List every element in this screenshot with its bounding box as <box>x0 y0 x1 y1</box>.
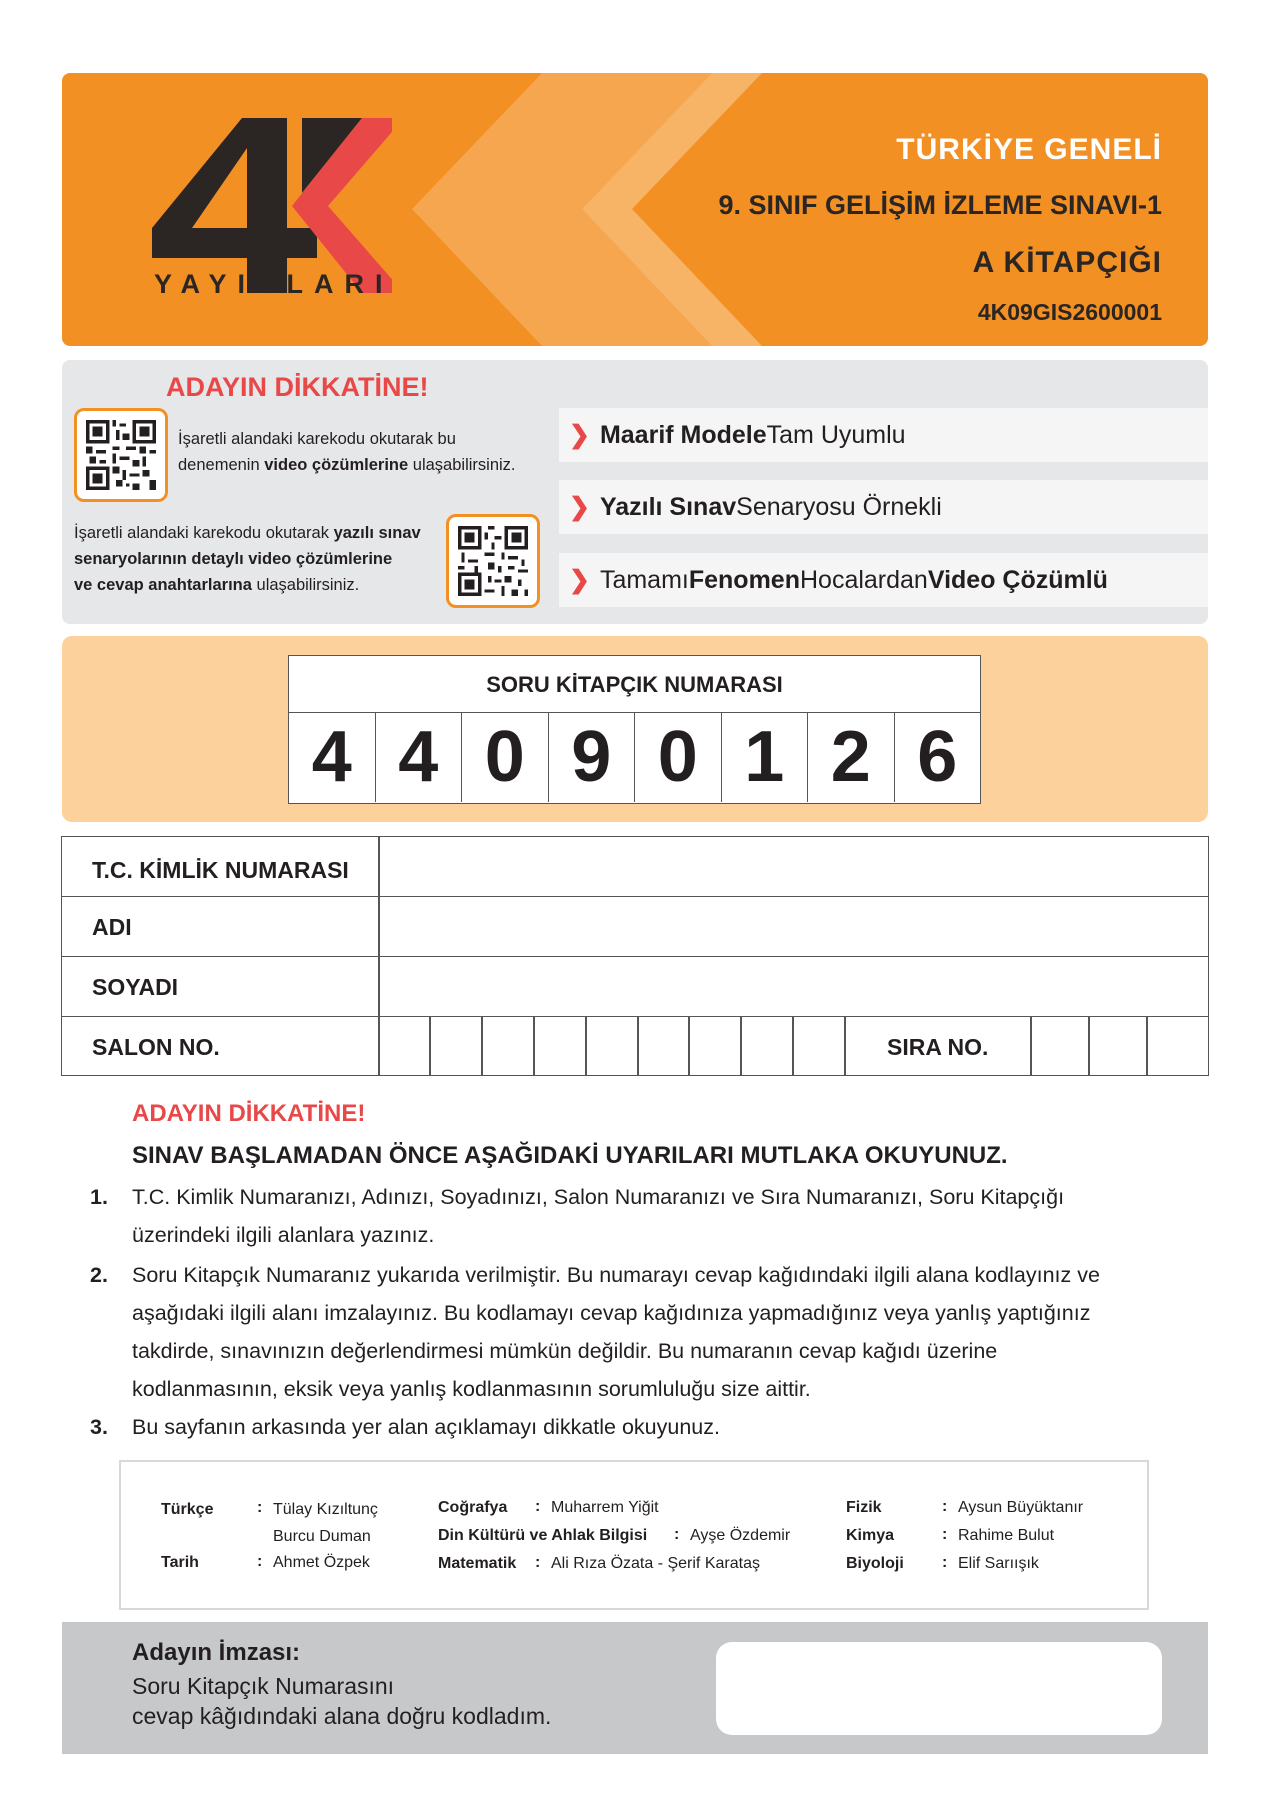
signature-panel <box>62 1622 1208 1754</box>
booklet-digits <box>289 713 980 802</box>
booklet-digit: 6 <box>917 717 958 797</box>
exam-code: 4K09GIS2600001 <box>977 299 1162 325</box>
booklet-digit: 0 <box>462 713 549 802</box>
subject-fizik: Fizik <box>846 1499 882 1516</box>
author-name: Muharrem Yiğit <box>551 1499 659 1516</box>
qr-video-instructions: İşaretli alandaki karekodu okutarak bu denemenin video çözümlerine ulaşabilirsiniz. <box>178 430 516 474</box>
subject-biyoloji: Biyoloji <box>846 1555 904 1572</box>
colon: : <box>942 1526 948 1543</box>
tc-row <box>62 837 1208 897</box>
author-name: Elif Sarıışık <box>958 1555 1039 1572</box>
instruction-item: 1. T.C. Kimlik Numaranızı, Adınızı, Soyadınızı, Salon Numaranızı ve Sıra Numaranızı, Soru Kitapçığı üzerindeki ilgili alanlara yazınız. <box>90 1185 1065 1247</box>
feature-video-solutions: ❯ Tamamı Fenomen Hocalardan Video Çözümlü <box>559 553 1208 607</box>
qr-code-written-exam-icon[interactable] <box>446 514 540 608</box>
colon: : <box>942 1498 948 1515</box>
booklet-digit: 4 <box>376 713 463 802</box>
name-label: ADI <box>92 914 132 940</box>
booklet-digit: 4 <box>289 713 376 802</box>
colon: : <box>257 1499 263 1516</box>
subject-din: Din Kültürü ve Ahlak Bilgisi <box>438 1527 648 1544</box>
booklet-digit: 0 <box>635 713 722 802</box>
surname-row <box>62 957 1208 1017</box>
booklet-digit: 1 <box>722 713 809 802</box>
subject-tarih: Tarih <box>161 1554 199 1571</box>
booklet-number-box <box>288 655 981 804</box>
booklet-digit: 2 <box>808 713 895 802</box>
author-name: Rahime Bulut <box>958 1527 1055 1544</box>
surname-label: SOYADI <box>92 974 179 1000</box>
subject-turkce: Türkçe <box>161 1501 214 1518</box>
name-row <box>62 897 1208 957</box>
colon: : <box>535 1498 541 1515</box>
feature-maarif: ❯ Maarif Modele Tam Uyumlu <box>559 408 1208 462</box>
booklet-number-panel <box>62 636 1208 822</box>
instruction-item: 3. Bu sayfanın arkasında yer alan açıklamayı dikkatle okuyunuz. <box>90 1415 720 1439</box>
signature-box[interactable] <box>716 1642 1162 1735</box>
signature-title: Adayın İmzası: <box>132 1639 301 1666</box>
qr-written-exam-instructions: İşaretli alandaki karekodu okutarak yazılı sınav senaryolarının detaylı video çözümlerine ve cevap anahtarlarına ulaşabilirsiniz. <box>74 524 421 594</box>
signature-statement: Soru Kitapçık Numarasını cevap kâğıdındaki alana doğru kodladım. <box>132 1673 552 1729</box>
header-banner <box>62 73 1208 346</box>
feature-written-exam: ❯ Yazılı Sınav Senaryosu Örnekli <box>559 480 1208 534</box>
booklet-digit: 9 <box>549 713 636 802</box>
colon: : <box>942 1554 948 1571</box>
candidate-warning: ADAYIN DİKKATİNE! <box>132 1100 366 1127</box>
colon: : <box>674 1526 680 1543</box>
author-name: Ayşe Özdemir <box>690 1527 791 1544</box>
subject-matematik: Matematik <box>438 1555 517 1572</box>
exam-name: 9. SINIF GELİŞİM İZLEME SINAVI-1 <box>718 190 1162 220</box>
chevron-right-icon: ❯ <box>569 566 590 594</box>
exam-scope: TÜRKİYE GENELİ <box>896 133 1162 166</box>
tc-label: T.C. KİMLİK NUMARASI <box>92 857 349 883</box>
colon: : <box>535 1554 541 1571</box>
booklet-type: A KİTAPÇIĞI <box>972 246 1162 279</box>
author-name: Ahmet Özpek <box>273 1554 370 1571</box>
authors-box <box>119 1460 1149 1610</box>
instructions-heading: SINAV BAŞLAMADAN ÖNCE AŞAĞIDAKİ UYARILARI MUTLAKA OKUYUNUZ. <box>132 1142 1008 1169</box>
sira-label: SIRA NO. <box>887 1034 989 1060</box>
brand-name: YAYINLARI <box>154 269 394 299</box>
subject-kimya: Kimya <box>846 1527 895 1544</box>
chevron-right-icon: ❯ <box>569 421 590 449</box>
chevron-right-icon: ❯ <box>569 493 590 521</box>
info-warning: ADAYIN DİKKATİNE! <box>166 372 429 402</box>
salon-label: SALON NO. <box>92 1034 220 1060</box>
colon: : <box>257 1553 263 1570</box>
instruction-item: 2. Soru Kitapçık Numaranız yukarıda verilmiştir. Bu numarayı cevap kağıdındaki ilgili alana kodlayınız ve aşağıdaki ilgili alanı imzalayınız. Bu kodlamayı cevap kağıdınıza yapmadığınız veya yanlış yaptığınız takdirde, sınavınızın değerlendirmesi mümkün değildir. Bu numaranın cevap kağıdı üzerine kodlanmasının, eksik veya yanlış kodlanmasının sorumluluğu size aittir. <box>90 1263 1100 1401</box>
salon-row <box>62 1017 1208 1075</box>
personal-info-table <box>61 836 1209 1076</box>
qr-code-video-icon[interactable] <box>74 408 168 502</box>
booklet-number-title: SORU KİTAPÇIK NUMARASI <box>289 656 980 713</box>
author-name: Tülay Kızıltunç <box>273 1501 378 1518</box>
author-name: Aysun Büyüktanır <box>958 1499 1084 1516</box>
author-name: Ali Rıza Özata - Şerif Karataş <box>551 1555 760 1572</box>
info-panel <box>62 360 1208 624</box>
author-name: Burcu Duman <box>273 1528 371 1545</box>
subject-cografya: Coğrafya <box>438 1499 508 1516</box>
